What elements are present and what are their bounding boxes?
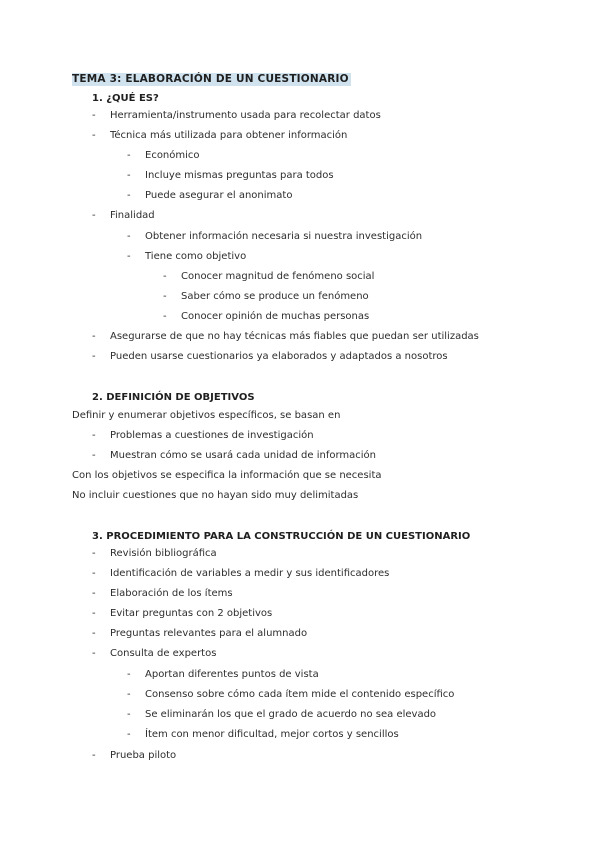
list-item: - Identificación de variables a medir y sus identificadores [92,568,390,579]
list-item: - Conocer opinión de muchas personas [163,311,370,322]
list-item: - Tiene como objetivo [127,251,247,262]
list-item: - Ítem con menor dificultad, mejor cortos y sencillos [127,729,399,740]
list-item: - Preguntas relevantes para el alumnado [92,628,308,639]
list-item: - Elaboración de los ítems [92,588,233,599]
list-item: - Pueden usarse cuestionarios ya elaborados y adaptados a nosotros [92,351,448,362]
section-2-heading: 2. DEFINICIÓN DE OBJETIVOS [92,392,255,403]
section-1-heading: 1. ¿QUÉ ES? [92,93,159,104]
list-item: - Se eliminarán los que el grado de acuerdo no sea elevado [127,709,437,720]
list-item: - Herramienta/instrumento usada para recolectar datos [92,110,381,121]
section-2-intro: Definir y enumerar objetivos específicos, se basan en [72,410,341,421]
list-item: - Saber cómo se produce un fenómeno [163,291,369,302]
note-line: Con los objetivos se especifica la información que se necesita [72,470,382,481]
list-item: - Evitar preguntas con 2 objetivos [92,608,273,619]
list-item: - Conocer magnitud de fenómeno social [163,271,375,282]
list-item: - Muestran cómo se usará cada unidad de información [92,450,377,461]
list-item: - Técnica más utilizada para obtener información [92,130,348,141]
list-item: - Consenso sobre cómo cada ítem mide el contenido específico [127,689,455,700]
note-line: No incluir cuestiones que no hayan sido muy delimitadas [72,490,359,501]
list-item: - Consulta de expertos [92,648,217,659]
list-item: - Aportan diferentes puntos de vista [127,669,319,680]
list-item: - Problemas a cuestiones de investigación [92,430,314,441]
list-item: - Prueba piloto [92,750,177,761]
list-item: - Asegurarse de que no hay técnicas más fiables que puedan ser utilizadas [92,331,479,342]
list-item: - Puede asegurar el anonimato [127,190,293,201]
list-item: - Económico [127,150,200,161]
list-item: - Revisión bibliográfica [92,548,217,559]
document-title: TEMA 3: ELABORACIÓN DE UN CUESTIONARIO [72,73,349,85]
list-item: - Obtener información necesaria si nuestra investigación [127,231,423,242]
list-item: - Finalidad [92,210,155,221]
section-3-heading: 3. PROCEDIMIENTO PARA LA CONSTRUCCIÓN DE UN CUESTIONARIO [92,531,471,542]
list-item: - Incluye mismas preguntas para todos [127,170,334,181]
